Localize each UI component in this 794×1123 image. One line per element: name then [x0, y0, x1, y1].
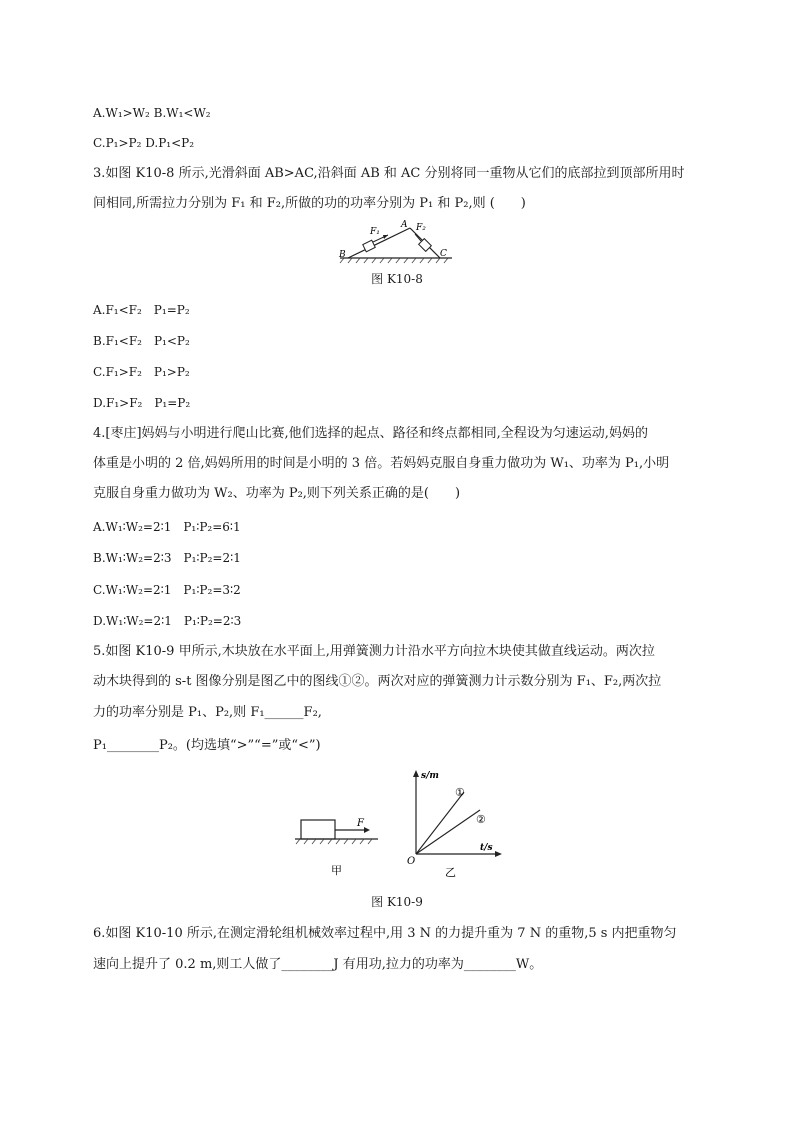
q3-option-d: D.F₁>F₂ P₁=P₂ [93, 396, 191, 410]
q3-option-a: A.F₁<F₂ P₁=P₂ [93, 303, 190, 317]
q4-option-a: A.W₁∶W₂=2∶1 P₁∶P₂=6∶1 [93, 520, 241, 534]
label-force-f: F [357, 818, 364, 829]
label-f2: F₂ [416, 223, 426, 233]
q3-option-b: B.F₁<F₂ P₁<P₂ [93, 334, 190, 348]
q6-stem-line1: 6.如图 K10-10 所示,在测定滑轮组机械效率过程中,用 3 N 的力提升重为 7 N 的重物,5 s 内把重物匀 [93, 926, 677, 941]
q4-stem-line3: 克服自身重力做功为 W₂、功率为 P₂,则下列关系正确的是( ) [93, 486, 461, 501]
label-a: A [401, 220, 408, 230]
axis-label-t: t/s [480, 843, 493, 853]
q3-stem-line1: 3.如图 K10-8 所示,光滑斜面 AB>AC,沿斜面 AB 和 AC 分别将同一重物从它们的底部拉到顶部所用时 [93, 166, 685, 181]
q4-option-b: B.W₁∶W₂=2∶3 P₁∶P₂=2∶1 [93, 551, 241, 565]
table-hatching [296, 839, 372, 844]
caption-k10-8: 图 K10-8 [371, 272, 423, 286]
label-jia: 甲 [331, 864, 342, 877]
st-graph-yi [404, 766, 508, 878]
label-b: B [339, 250, 346, 260]
q3-option-c: C.F₁>F₂ P₁>P₂ [93, 365, 190, 379]
label-c: C [440, 249, 447, 259]
q3-stem-line2: 间相同,所需拉力分别为 F₁ 和 F₂,所做的功的功率分别为 P₁ 和 P₂,则 ( ) [93, 196, 526, 211]
caption-k10-9: 图 K10-9 [371, 895, 423, 909]
line-1-label: ① [455, 786, 465, 799]
q5-stem-line2: 动木块得到的 s-t 图像分别是图乙中的图线①②。两次对应的弹簧测力计示数分别为 F₁、F₂,两次拉 [93, 674, 662, 689]
ground-hatching [340, 258, 448, 263]
q4-stem-line1: 4.[枣庄]妈妈与小明进行爬山比赛,他们选择的起点、路径和终点都相同,全程设为匀速运动,妈妈的 [93, 426, 648, 441]
q2-options-ab: A.W₁>W₂ B.W₁<W₂ [93, 106, 211, 120]
graph-line-1 [416, 792, 464, 854]
q4-option-c: C.W₁∶W₂=2∶1 P₁∶P₂=3∶2 [93, 583, 241, 597]
q5-stem-line3: 力的功率分别是 P₁、P₂,则 F₁______F₂, [93, 705, 322, 720]
axis-label-s: s/m [421, 771, 439, 781]
q5-stem-line1: 5.如图 K10-9 甲所示,木块放在水平面上,用弹簧测力计沿水平方向拉木块使其做直线运动。两次拉 [93, 644, 655, 659]
q6-stem-line2: 速向上提升了 0.2 m,则工人做了________J 有用功,拉力的功率为________W。 [93, 957, 543, 972]
incline-figure-k10-8 [336, 218, 456, 264]
q4-stem-line2: 体重是小明的 2 倍,妈妈所用的时间是小明的 3 倍。若妈妈克服自身重力做功为 W₁、功率为 P₁,小明 [93, 456, 670, 471]
block-spring-figure-jia [294, 812, 386, 882]
q5-stem-line4: P₁________P₂。(均选填“>”“=”或“<”) [93, 738, 321, 753]
wood-block [301, 820, 335, 839]
label-yi: 乙 [445, 866, 456, 878]
label-f1: F₁ [370, 227, 380, 237]
q4-option-d: D.W₁∶W₂=2∶1 P₁∶P₂=2∶3 [93, 614, 242, 628]
origin-label: O [407, 856, 416, 867]
graph-line-2 [416, 810, 480, 854]
q2-options-cd: C.P₁>P₂ D.P₁<P₂ [93, 136, 195, 150]
line-2-label: ② [476, 813, 486, 826]
